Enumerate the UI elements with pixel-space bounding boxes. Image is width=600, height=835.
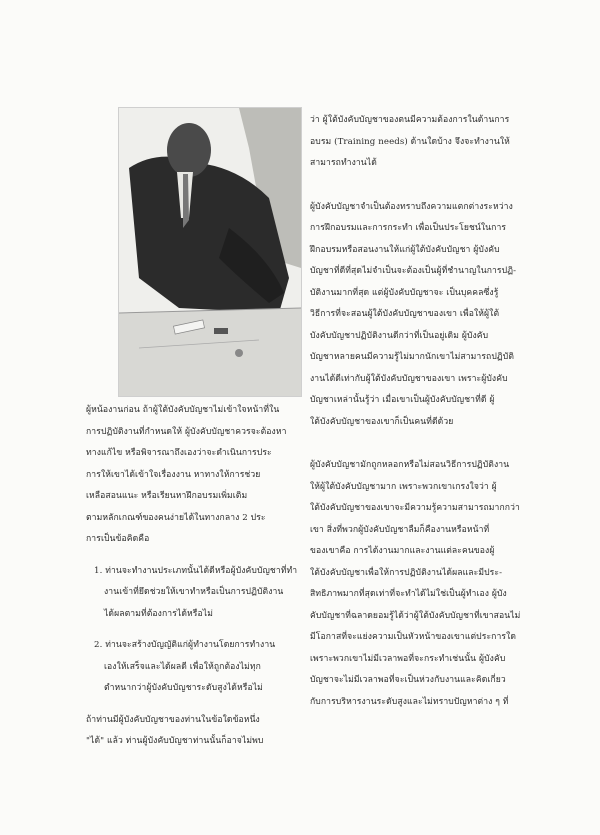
text-line: บัญชาที่ดีที่สุดไม่จำเป็นจะต้องเป็นผู้ที่ชำนาญในการปฏิ- — [310, 266, 517, 276]
text-line: ใต้บังคับบัญชาเพื่อให้การปฏิบัติงานได้ผลและมีประ- — [310, 567, 503, 578]
text-line: ถ้าท่านมีผู้บังคับบัญชาของท่านในข้อใดข้อหนึ่ง — [86, 714, 260, 725]
text-line: "ได้" แล้ว ท่านผู้บังคับบัญชาท่านนั้นก็อาจไม่พบ — [86, 736, 264, 746]
text-line: วิธีการที่จะสอนผู้ใต้บังคับบัญชาของเขา เพื่อให้ผู้ใต้ — [310, 309, 500, 319]
text-line: สิทธิภาพมากที่สุดเท่าที่จะทำได้ไม่ใช่เป็นผู้ทำเอง ผู้บัง — [310, 589, 507, 599]
text-line: สามารถทำงานได้ — [310, 158, 377, 168]
text-line: เขา สิ่งที่พวกผู้บังคับบัญชาลืมก็คืองานหรือหน้าที่ — [310, 524, 490, 535]
right-text-column — [310, 110, 560, 713]
text-line: ผู้บังคับบัญชาจำเป็นต้องทราบถึงความแตกต่างระหว่าง — [310, 201, 513, 212]
text-line: อบรม (Training needs) ด้านใดบ้าง จึงจะทำงานให้ — [310, 136, 510, 147]
text-line: เหลือสอนแนะ หรือเรียนหาฝึกอบรมเพิ่มเติม — [86, 491, 248, 501]
text-line: ของเขาคือ การได้งานมากและงานแต่ละคนของผู้ — [310, 546, 495, 556]
text-line: การฝึกอบรมและการกระทำ เพื่อเป็นประโยชน์ในการ — [310, 223, 507, 233]
text-line: ตามหลักเกณฑ์ของคนง่ายได้ในทางกลาง 2 ประ — [86, 512, 266, 523]
photo-man-at-desk — [118, 107, 302, 397]
text-line: บัญชาเหล่านั้นรู้ว่า เมื่อเขาเป็นผู้บังคับบัญชาที่ดี ผู้ — [310, 395, 495, 405]
text-line: ได้ผลตามที่ต้องการได้หรือไม่ — [104, 608, 213, 619]
text-line: การปฏิบัติงานที่กำหนดให้ ผู้บังคับบัญชาควรจะต้องหา — [86, 426, 287, 437]
text-line: ใต้บังคับบัญชาของเขาก็เป็นคนที่ดีด้วย — [310, 416, 454, 427]
text-line: คับบัญชาที่ฉลาดยอมรู้ได้ว่าผู้ใต้บังคับบัญชาที่เขาสอนไม่ — [310, 610, 521, 621]
numbered-item-2: 2. ท่านจะสร้างบัญญัติแก่ผู้ทำงานโดยการทำงาน — [94, 640, 276, 650]
text-line: ว่า ผู้ใต้บังคับบัญชาของตนมีความต้องการในด้านการ — [310, 115, 510, 125]
man-at-desk-photo — [119, 108, 301, 396]
text-line: เองให้เสร็จและได้ผลดี เพื่อให้ถูกต้องไม่ทุก — [104, 661, 261, 672]
text-line: ตำหนากว่าผู้บังคับบัญชาระดับสูงได้หรือไม่ — [104, 683, 263, 693]
text-line: การเป็นข้อคิดคือ — [86, 534, 150, 544]
numbered-item-1: 1. ท่านจะทำงานประเภทนั้นได้ดีหรือผู้บังคับบัญชาที่ทำ — [94, 565, 298, 576]
left-text-column — [86, 400, 298, 753]
text-line: บัติงานมากที่สุด แต่ผู้บังคับบัญชาจะ เป็นบุคคลซึ่งรู้ — [310, 287, 499, 298]
text-line: บัญชาจะไม่มีเวลาพอที่จะเป็นห่วงกับงานและคิดเกี่ยว — [310, 675, 506, 685]
text-line: ผู้บังคับบัญชามักถูกหลอกหรือไม่สอนวิธีการปฏิบัติงาน — [310, 460, 510, 470]
text-line: ผู้หน้องานก่อน ถ้าผู้ใต้บังคับบัญชาไม่เข้าใจหน้าที่ใน — [86, 405, 280, 415]
text-line: การให้เขาได้เข้าใจเรื่องงาน หาทางให้การช่วย — [86, 469, 261, 480]
text-line: ใต้บังคับบัญชาของเขาจะมีความรู้ความสามารถมากกว่า — [310, 503, 520, 513]
text-line: งานเข้าที่ยึดช่วยให้เขาทำหรือเป็นการปฏิบัติงาน — [104, 587, 284, 597]
text-line: ให้ผู้ใต้บังคับบัญชามาก เพราะพวกเขาเกรงใจว่า ผู้ — [310, 481, 497, 492]
text-line: ทางแก้ไข หรือพิจารณาถึงเองว่าจะดำเนินการประ — [86, 448, 272, 458]
text-line: ฝึกอบรมหรือสอนงานให้แก่ผู้ใต้บังคับบัญชา ผู้บังคับ — [310, 244, 500, 255]
text-line: งานได้ดีเท่ากับผู้ใต้บังคับบัญชาของเขา เพราะผู้บังคับ — [310, 373, 508, 384]
text-line: เพราะพวกเขาไม่มีเวลาพอที่จะกระทำเช่นนั้น ผู้บังคับ — [310, 653, 506, 664]
text-line: มีโอกาสที่จะแย่งความเป็นหัวหน้าของเขาแต่ประการใด — [310, 632, 517, 642]
text-line: กับการบริหารงานระดับสูงและไม่ทราบปัญหาต่าง ๆ ที่ — [310, 696, 509, 707]
text-line: บัญชาหลายคนมีความรู้ไม่มากนักเขาไม่สามารถปฏิบัติ — [310, 352, 515, 362]
text-line: บังคับบัญชาปฏิบัติงานดีกว่าที่เป็นอยู่เดิม ผู้บังคับ — [310, 330, 489, 341]
